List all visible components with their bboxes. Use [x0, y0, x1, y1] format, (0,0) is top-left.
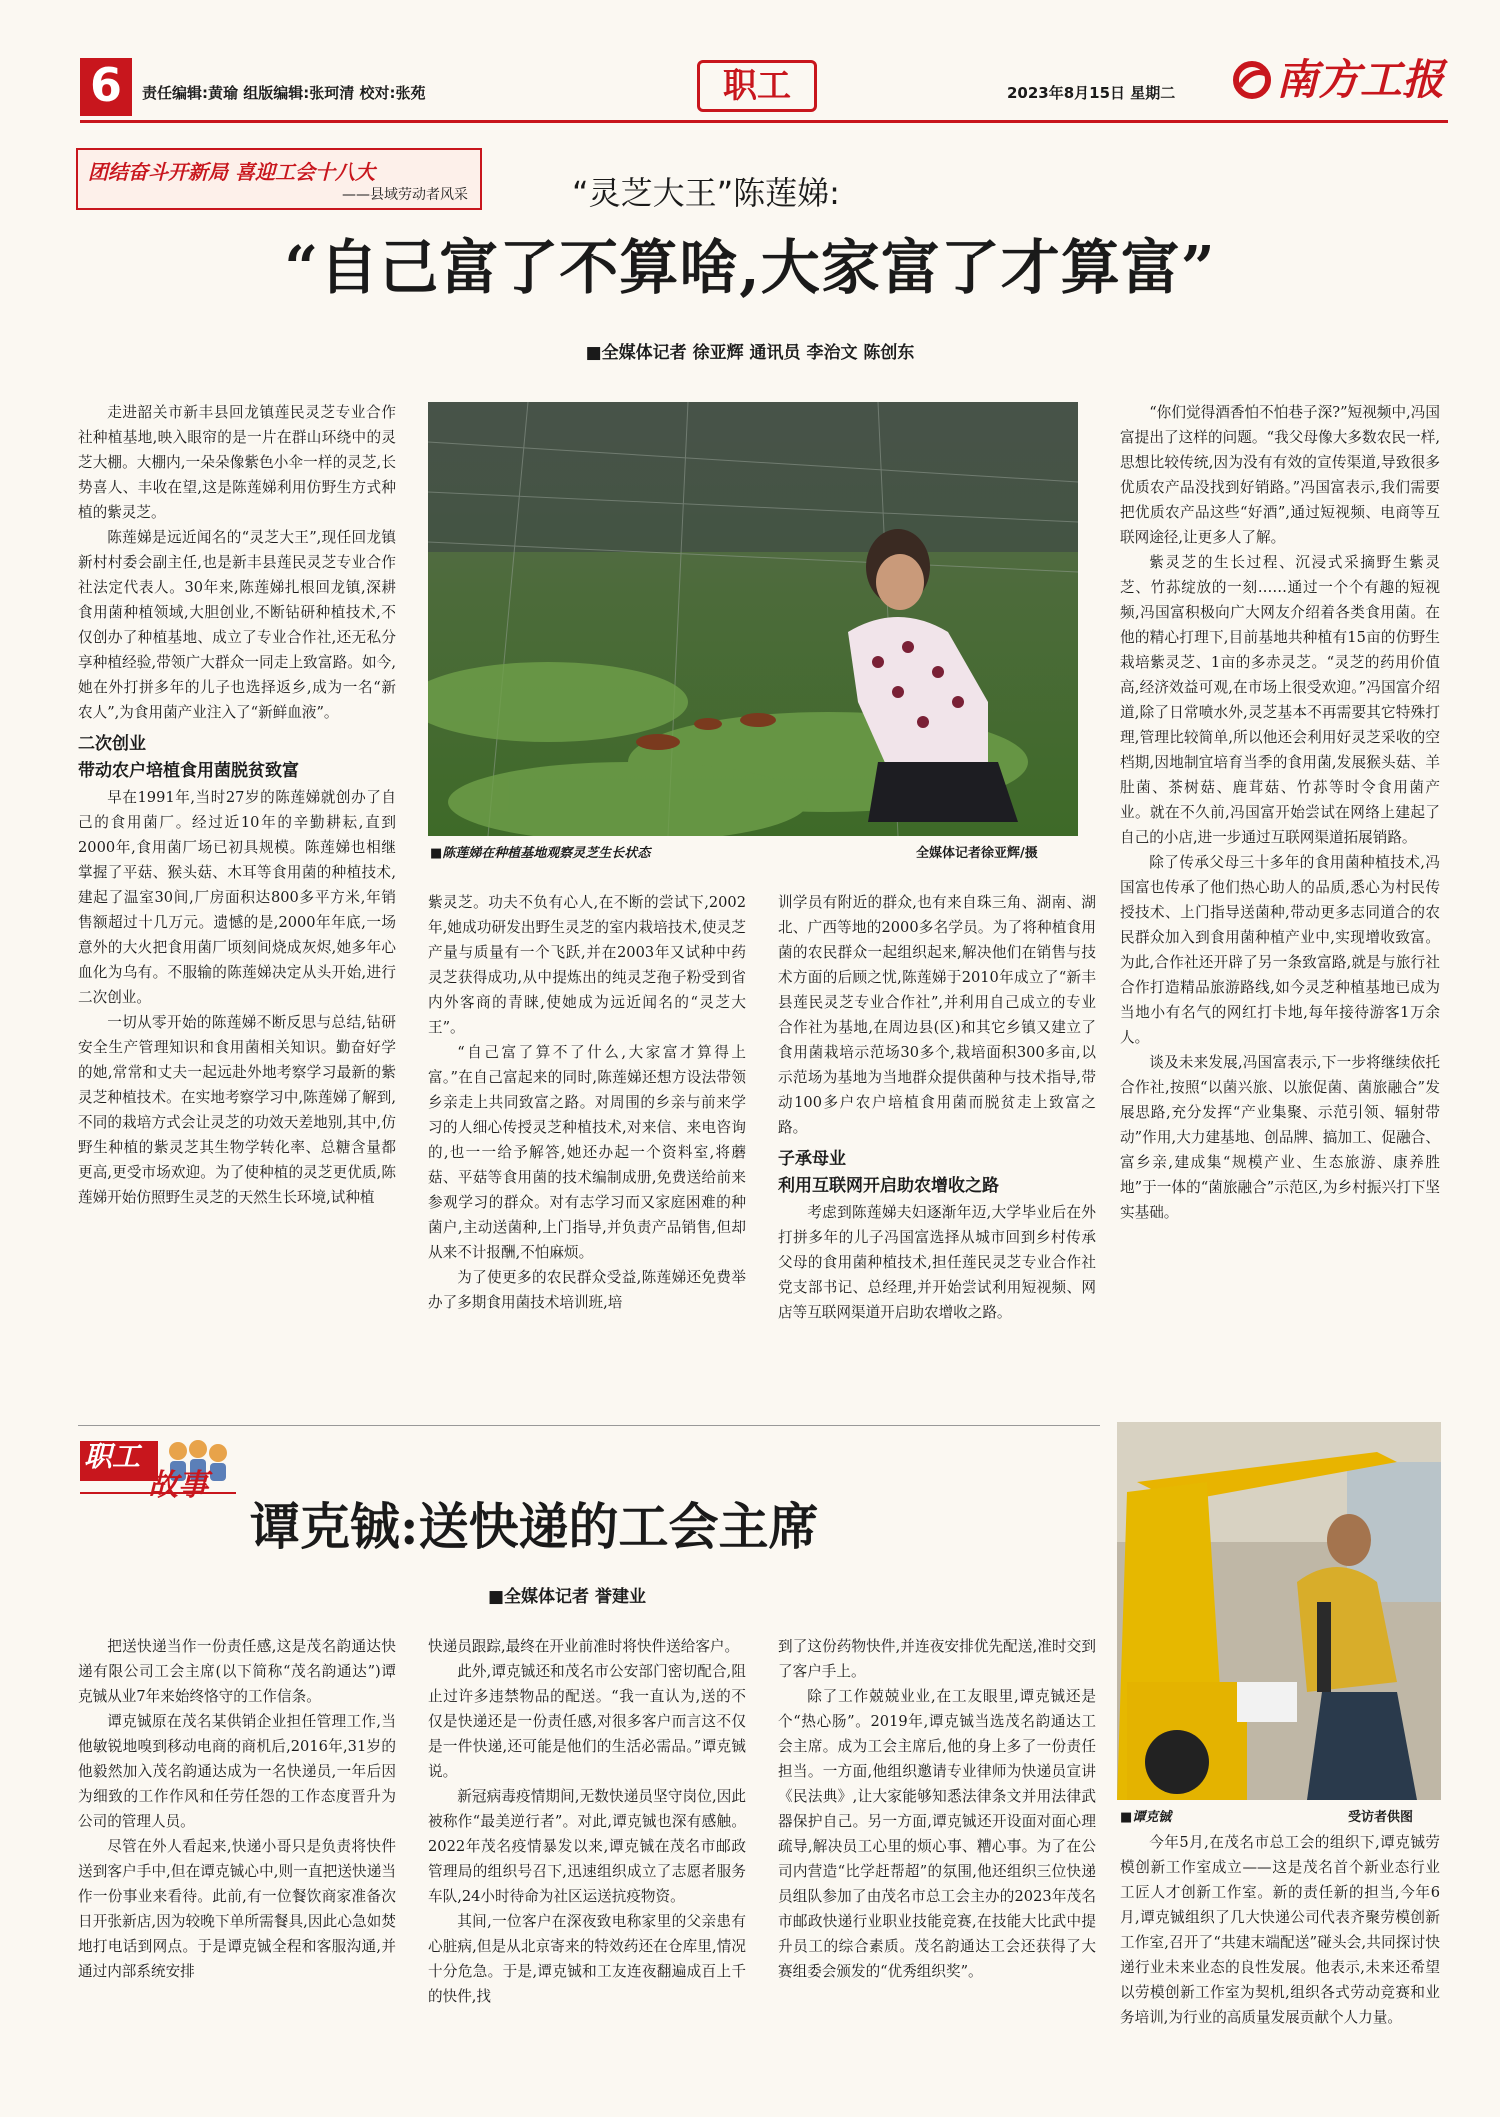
page-header: [0, 0, 1500, 120]
paragraph: 紫灵芝的生长过程、沉浸式采摘野生紫灵芝、竹荪绽放的一刻……通过一个个有趣的短视频,冯国富积极向广大网友介绍着各类食用菌。在他的精心打理下,目前基地共种植有15亩的仿野生栽培紫灵芝、1亩的多赤灵芝。“灵芝的药用价值高,经济效益可观,在市场上很受欢迎。”冯国富介绍道,除了日常喷水外,灵芝基本不再需要其它特殊打理,管理比较简单,所以他还会利用好灵芝采收的空档期,因地制宜培育当季的食用菌,发展猴头菇、羊肚菌、茶树菇、鹿茸菇、竹荪等时令食用菌产业。就在不久前,冯国富开始尝试在网络上建起了自己的小店,进一步通过互联网渠道拓展销路。: [1120, 554, 1440, 846]
article1-photo-credit: 全媒体记者徐亚辉/摄: [916, 846, 1038, 861]
article1-column-3: [778, 890, 1096, 1325]
paragraph: 尽管在外人看起来,快递小哥只是负责将快件送到客户手中,但在谭克铖心中,则一直把送快递当作一份事业来看待。此前,有一位餐饮商家准备次日开张新店,因为较晚下单所需餐具,因此心急如焚地打电话到网点。于是谭克铖全程和客服沟通,并通过内部系统安排: [78, 1838, 396, 1980]
page-number: 6: [89, 58, 122, 112]
paragraph: 为了使更多的农民群众受益,陈莲娣还免费举办了多期食用菌技术培训班,培: [428, 1269, 746, 1311]
paragraph: 此外,谭克铖还和茂名市公安部门密切配合,阻止过许多违禁物品的配送。“我一直认为,送的不仅是快递还是一份责任感,对很多客户而言这不仅是一件快递,还可能是他们的生活必需品。”谭克铖说。: [428, 1663, 746, 1780]
article2-column-3: [778, 1634, 1096, 1984]
paragraph: “自己富了算不了什么,大家富才算得上富。”在自己富起来的同时,陈莲娣还想方设法带领乡亲走上共同致富之路。对周围的乡亲与前来学习的人细心传授灵芝种植技术,对来信、来电咨询的,也一一给予解答,她还办起一个资料室,将蘑菇、平菇等食用菌的技术编制成册,免费送给前来参观学习的群众。对有志学习而又家庭困难的种菌户,主动送菌种,上门指导,并负责产品销售,但却从来不计报酬,不怕麻烦。: [428, 1044, 746, 1261]
paragraph: 到了这份药物快件,并连夜安排优先配送,准时交到了客户手上。: [778, 1638, 1096, 1680]
article1-column-2: [428, 890, 746, 1315]
article1-column-1: [78, 400, 396, 1210]
paragraph: 陈莲娣是远近闻名的“灵芝大王”,现任回龙镇新村村委会副主任,也是新丰县莲民灵芝专业合作社法定代表人。30年来,陈莲娣扎根回龙镇,深耕食用菌种植领域,大胆创业,不断钻研种植技术,不仅创办了种植基地、成立了专业合作社,还无私分享种植经验,带领广大群众一同走上致富路。如今,她在外打拼多年的儿子也选择返乡,成为一名“新农人”,为食用菌产业注入了“新鲜血液”。: [78, 529, 396, 721]
paragraph: 一切从零开始的陈莲娣不断反思与总结,钻研安全生产管理知识和食用菌相关知识。勤奋好学的她,常常和丈夫一起远赴外地考察学习最新的紫灵芝种植技术。在实地考察学习中,陈莲娣了解到,不同的栽培方式会让灵芝的功效天差地别,其中,仿野生种植的紫灵芝其生物学转化率、总糖含量都更高,更受市场欢迎。为了使种植的灵芝更优质,陈莲娣开始仿照野生灵芝的天然生长环境,试种植: [78, 1014, 396, 1206]
article2-column-2: [428, 1634, 746, 2009]
column-logo-line1: 职工: [84, 1440, 141, 1473]
paragraph: 新冠病毒疫情期间,无数快递员坚守岗位,因此被称作“最美逆行者”。对此,谭克铖也深有感触。2022年茂名疫情暴发以来,谭克铖在茂名市邮政管理局的组织号召下,迅速组织成立了志愿者服务车队,24小时待命为社区运送抗疫物资。: [428, 1788, 746, 1905]
article1-photo: [428, 402, 1078, 836]
paragraph: 快递员跟踪,最终在开业前准时将快件送给客户。: [428, 1638, 740, 1655]
paragraph: 谭克铖原在茂名某供销企业担任管理工作,当他敏锐地嗅到移动电商的商机后,2016年,31岁的他毅然加入茂名韵通达成为一名快递员,一年后因为细致的工作作风和任劳任怨的工作态度晋升为公司的管理人员。: [78, 1713, 396, 1830]
paragraph: 其间,一位客户在深夜致电称家里的父亲患有心脏病,但是从北京寄来的特效药还在仓库里,情况十分危急。于是,谭克铖和工友连夜翻遍成百上千的快件,找: [428, 1913, 746, 2005]
paragraph: 早在1991年,当时27岁的陈莲娣就创办了自己的食用菌厂。经过近10年的辛勤耕耘,直到2000年,食用菌厂场已初具规模。陈莲娣也相继掌握了平菇、猴头菇、木耳等食用菌的种植技术,建起了温室30间,厂房面积达800多平方米,年销售额超过十几万元。遗憾的是,2000年年底,一场意外的大火把食用菌厂顷刻间烧成灰烬,她多年心血化为乌有。不服输的陈莲娣决定从头开始,进行二次创业。: [78, 789, 396, 1006]
series-box: [76, 148, 482, 210]
article2-column-4: [1120, 1830, 1440, 2030]
paragraph: 把送快递当作一份责任感,这是茂名韵通达快递有限公司工会主席(以下简称“茂名韵通达”)谭克铖从业7年来始终恪守的工作信条。: [78, 1638, 396, 1705]
paragraph: 考虑到陈莲娣夫妇逐渐年迈,大学毕业后在外打拼多年的儿子冯国富选择从城市回到乡村传承父母的食用菌种植技术,担任莲民灵芝专业合作社党支部书记、总经理,并开始尝试利用短视频、网店等互联网渠道开启助农增收之路。: [778, 1204, 1096, 1321]
paragraph: 走进韶关市新丰县回龙镇莲民灵芝专业合作社种植基地,映入眼帘的是一片在群山环绕中的灵芝大棚。大棚内,一朵朵像紫色小伞一样的灵芝,长势喜人、丰收在望,这是陈莲娣利用仿野生方式种植的紫灵芝。: [78, 404, 396, 521]
column-logo-line2: 故事: [148, 1468, 208, 1503]
article1-kicker: “灵芝大王”陈莲娣:: [572, 174, 840, 212]
article-divider: [78, 1425, 1100, 1426]
masthead-title: 南方工报: [1276, 55, 1445, 104]
article2-photo: [1117, 1422, 1441, 1800]
series-title: 团结奋斗开新局 喜迎工会十八大: [88, 160, 375, 184]
series-subtitle: ——县域劳动者风采: [342, 187, 468, 203]
paragraph: 训学员有附近的群众,也有来自珠三角、湖南、湖北、广西等地的2000多名学员。为了将种植食用菌的农民群众一起组织起来,解决他们在销售与技术方面的后顾之忧,陈莲娣于2010年成立了“新丰县莲民灵芝专业合作社”,并利用自己成立的专业合作社为基地,在周边县(区)和其它乡镇又建立了食用菌栽培示范场30多个,栽培面积300多亩,以示范场为基地为当地群众提供菌种与技术指导,带动100多户农户培植食用菌而脱贫走上致富之路。: [778, 894, 1096, 1136]
subheading: 子承母业: [778, 1149, 846, 1169]
issue-date: 2023年8月15日 星期二: [1007, 84, 1176, 102]
paragraph: 除了工作兢兢业业,在工友眼里,谭克铖还是个“热心肠”。2019年,谭克铖当选茂名韵通达工会主席。成为工会主席后,他的身上多了一份责任担当。一方面,他组织邀请专业律师为快递员宣讲《民法典》,让大家能够知悉法律条文并用法律武器保护自己。另一方面,谭克铖还开设面对面心理疏导,解决员工心里的烦心事、糟心事。为了在公司内营造“比学赶帮超”的氛围,他还组织三位快递员组队参加了由茂名市总工会主办的2023年茂名市邮政快递行业职业技能竞赛,在技能大比武中提升员工的综合素质。茂名韵通达工会还获得了大赛组委会颁发的“优秀组织奖”。: [778, 1688, 1096, 1980]
paragraph: 紫灵芝。功夫不负有心人,在不断的尝试下,2002年,她成功研发出野生灵芝的室内栽培技术,使灵芝产量与质量有一个飞跃,并在2003年又试种中药灵芝获得成功,从中提炼出的纯灵芝孢子粉受到省内外客商的青睐,使她成为远近闻名的“灵芝大王”。: [428, 894, 746, 1036]
paragraph: 今年5月,在茂名市总工会的组织下,谭克铖劳模创新工作室成立——这是茂名首个新业态行业工匠人才创新工作室。新的责任新的担当,今年6月,谭克铖组织了几大快递公司代表齐聚劳模创新工作室,召开了“共建末端配送”碰头会,共同探讨快递行业未来业态的良性发展。他表示,未来还希望以劳模创新工作室为契机,组织各式劳动竞赛和业务培训,为行业的高质量发展贡献个人力量。: [1120, 1834, 1440, 2026]
article1-headline: “自己富了不算啥,大家富了才算富”: [284, 233, 1216, 302]
paragraph: 谈及未来发展,冯国富表示,下一步将继续依托合作社,按照“以菌兴旅、以旅促菌、菌旅融合”发展思路,充分发挥“产业集聚、示范引领、辐射带动”作用,大力建基地、创品牌、搞加工、促融合、富乡亲,建成集“规模产业、生态旅游、康养胜地”于一体的“菌旅融合”示范区,为乡村振兴打下坚实基础。: [1120, 1054, 1440, 1221]
article2-photo-caption: ■谭克铖: [1120, 1810, 1172, 1825]
subheading: 带动农户培植食用菌脱贫致富: [78, 761, 299, 781]
article1-byline: ■全媒体记者 徐亚辉 通讯员 李治文 陈创东: [585, 343, 915, 363]
article2-photo-credit: 受访者供图: [1348, 1810, 1414, 1825]
article2-column-1: [78, 1634, 396, 1984]
masthead-logo-icon: [1232, 60, 1272, 100]
subheading: 二次创业: [78, 734, 146, 754]
article1-column-4: [1120, 400, 1440, 1225]
header-rule: [80, 120, 1448, 123]
section-label: 职工: [723, 66, 791, 106]
editors-line: 责任编辑:黄瑜 组版编辑:张珂清 校对:张苑: [142, 84, 426, 102]
article1-photo-caption: ■陈莲娣在种植基地观察灵芝生长状态: [430, 846, 651, 861]
article2-headline: 谭克铖:送快递的工会主席: [250, 1497, 819, 1556]
article2-byline: ■全媒体记者 誉建业: [488, 1587, 646, 1607]
paragraph: “你们觉得酒香怕不怕巷子深?”短视频中,冯国富提出了这样的问题。“我父母像大多数农民一样,思想比较传统,因为没有有效的宣传渠道,导致很多优质农产品没找到好销路。”冯国富表示,我们需要把优质农产品这些“好酒”,通过短视频、电商等互联网途径,让更多人了解。: [1120, 404, 1440, 546]
subheading: 利用互联网开启助农增收之路: [778, 1176, 999, 1196]
paragraph: 除了传承父母三十多年的食用菌种植技术,冯国富也传承了他们热心助人的品质,悉心为村民传授技术、上门指导送菌种,带动更多志同道合的农民群众加入到食用菌种植产业中,实现增收致富。为此,合作社还开辟了另一条致富路,就是与旅行社合作打造精品旅游路线,如今灵芝种植基地已成为当地小有名气的网红打卡地,每年接待游客1万余人。: [1120, 854, 1440, 1046]
